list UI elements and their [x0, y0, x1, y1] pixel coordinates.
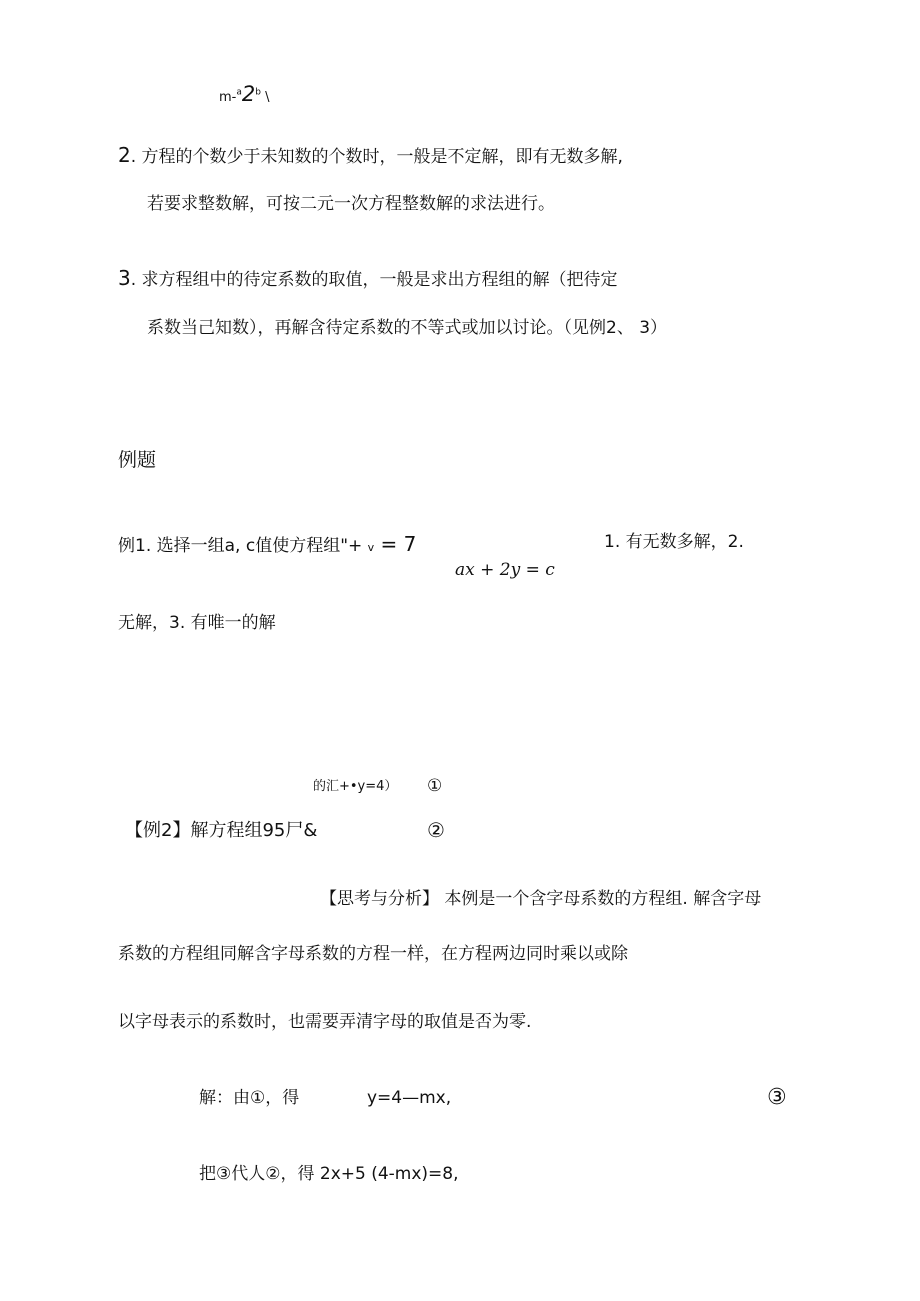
point-3-line2: 系数当己知数），再解含待定系数的不等式或加以讨论。（见例2、 3）	[147, 318, 668, 338]
point-2-number: 2	[118, 143, 131, 167]
point-3-text: . 求方程组中的待定系数的取值，一般是求出方程组的解（把待定	[130, 270, 618, 290]
point-3-line1	[118, 268, 618, 289]
example-1-prefix: 例1. 选择一组a, c值使方程组"+	[118, 536, 368, 556]
formula-sup-b: b	[255, 87, 261, 98]
analysis-line2: 系数的方程组同解含字母系数的方程一样，在方程两边同时乘以或除	[118, 944, 628, 964]
example-1-eq2: ax + 2y = c	[455, 560, 555, 580]
example-1-cases-a: 1. 有无数多解，2.	[604, 532, 744, 552]
formula-base: m-	[219, 90, 237, 105]
example-2-mark1: ①	[427, 776, 443, 796]
point-2-text: . 方程的个数少于未知数的个数时，一般是不定解，即有无数多解,	[130, 147, 623, 167]
example-1-small-v: v	[367, 541, 375, 554]
formula-big-2: 2	[241, 82, 256, 106]
point-2-line2: 若要求整数解，可按二元一次方程整数解的求法进行。	[147, 194, 555, 214]
analysis-head: 【思考与分析】 本例是一个含字母系数的方程组. 解含字母	[320, 889, 762, 909]
solution-step1-label: 解：由①，得	[199, 1088, 300, 1108]
section-title: 例题	[118, 449, 157, 471]
formula-sup-a: a	[236, 87, 242, 98]
example-1-cases-b: 无解，3. 有唯一的解	[118, 613, 276, 633]
example-1-line1	[118, 534, 416, 555]
example-2-eq1: 的汇+•y=4）	[313, 779, 398, 794]
analysis-line3: 以字母表示的系数时，也需要弄清字母的取值是否为零.	[118, 1012, 532, 1032]
example-1-eq-tail: = 7	[374, 532, 417, 556]
formula-fragment	[219, 84, 269, 105]
solution-step1-expr: y=4—mx,	[367, 1088, 452, 1108]
point-3-number: 3	[118, 266, 131, 290]
point-2-line1	[118, 145, 623, 166]
example-2-mark2: ②	[427, 818, 445, 842]
example-2-title: 【例2】解方程组95尸&	[125, 820, 318, 841]
formula-tail: \	[260, 90, 270, 105]
solution-step2: 把③代人②，得 2x+5 (4-mx)=8,	[199, 1164, 459, 1184]
solution-step1-mark: ③	[767, 1085, 787, 1110]
